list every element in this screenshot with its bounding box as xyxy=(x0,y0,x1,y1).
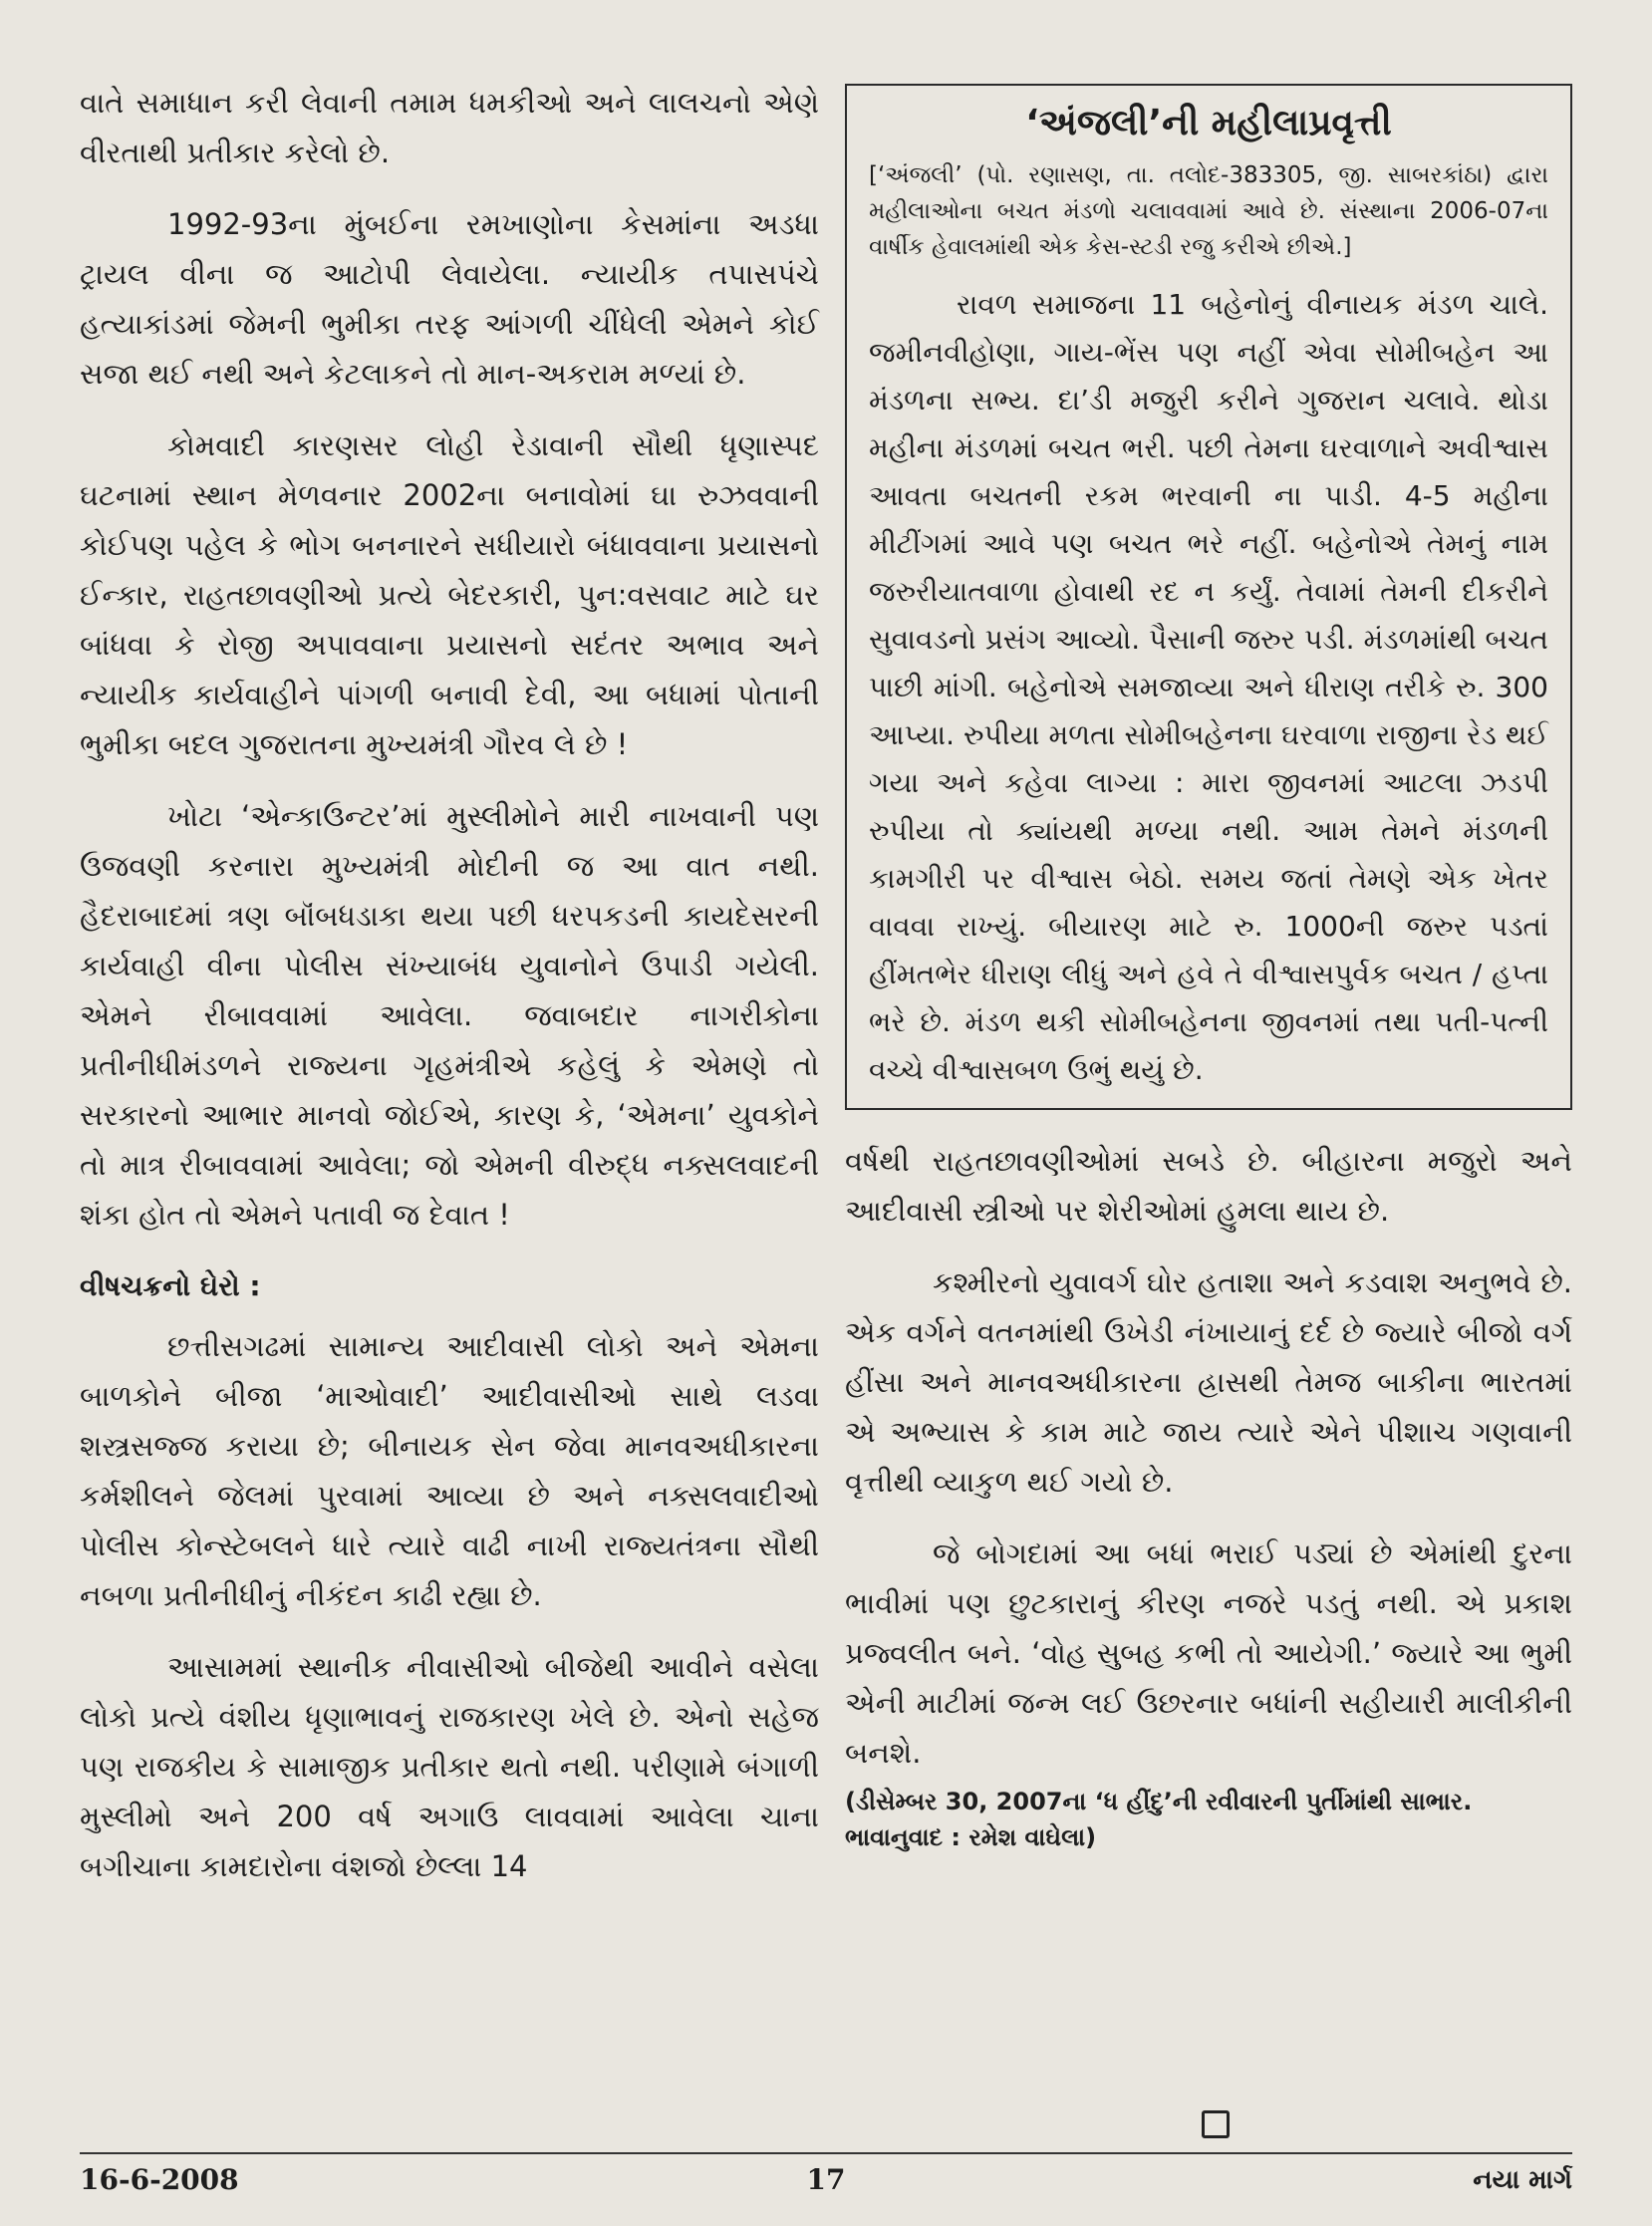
paragraph: જે બોગદામાં આ બધાં ભરાઈ પડ્યાં છે એમાંથી દુરના ભાવીમાં પણ છુટકારાનું કીરણ નજરે પડતું નથી. એ પ્રકાશ પ્રજ્વલીત બને. ‘વોહ સુબહ કભી તો આયેગી.’ જ્યારે આ ભુમી એની માટીમાં જન્મ લઈ ઉછરનાર બધાંની સહીયારી માલીકીની બનશે. xyxy=(845,1536,1572,1770)
box-intro: [‘અંજલી’ (પો. રણાસણ, તા. તલોદ-383305, જી. સાબરકાંઠા) દ્વારા મહીલાઓના બચત મંડળો ચલાવવામાં આવે છે. સંસ્થાના 2006-07ના વાર્ષીક હેવાલમાંથી એક કેસ-સ્ટડી રજુ કરીએ છીએ.] xyxy=(869,162,1548,260)
paragraph: વાતે સમાધાન કરી લેવાની તમામ ધમકીઓ અને લાલચનો એણે વીરતાથી પ્રતીકાર કરેલો છે. xyxy=(80,86,819,169)
paragraph: છત્તીસગઢમાં સામાન્ય આદીવાસી લોકો અને એમના બાળકોને બીજા ‘માઓવાદી’ આદીવાસીઓ સાથે લડવા શસ્ત્રસજ્જ કરાયા છે; બીનાયક સેન જેવા માનવઅધીકારના કર્મશીલને જેલમાં પુરવામાં આવ્યા છે અને નક્સલવાદીઓ પોલીસ કોન્સ્ટેબલને ધારે ત્યારે વાઢી નાખી રાજ્યતંત્રના સૌથી નબળા પ્રતીનીધીનું નીકંદન કાઢી રહ્યા છે. xyxy=(80,1329,819,1612)
paragraph: કશ્મીરનો યુવાવર્ગ ઘોર હતાશા અને કડવાશ અનુભવે છે. એક વર્ગને વતનમાંથી ઉખેડી નંખાયાનું દર્દ છે જ્યારે બીજો વર્ગ હીંસા અને માનવઅધીકારના હ્રાસથી તેમજ બાકીના ભારતમાં એ અભ્યાસ કે કામ માટે જાય ત્યારે એને પીશાચ ગણવાની વૃત્તીથી વ્યાકુળ થઈ ગયો છે. xyxy=(845,1265,1572,1499)
source-credit: (ડીસેમ્બર 30, 2007ના ‘ધ હીંદુ’ની રવીવારની પુર્તીમાંથી સાભાર. ભાવાનુવાદ : રમેશ વાઘેલા) xyxy=(845,1788,1473,1851)
section-heading: વીષચક્રનો ઘેરો : xyxy=(80,1269,261,1302)
end-square-icon xyxy=(1202,2110,1230,2138)
right-column xyxy=(845,84,1572,1855)
paragraph: આસામમાં સ્થાનીક નીવાસીઓ બીજેથી આવીને વસેલા લોકો પ્રત્યે વંશીય ધૃણાભાવનું રાજકારણ ખેલે છે. એનો સહેજ પણ રાજકીય કે સામાજીક પ્રતીકાર થતો નથી. પરીણામે બંગાળી મુસ્લીમો અને 200 વર્ષ અગાઉ લાવવામાં આવેલા ચાના બગીચાના કામદારોના વંશજો છેલ્લા 14 xyxy=(80,1650,819,1883)
box-title: ‘અંજલી’ની મહીલાપ્રવૃત્તી xyxy=(1025,103,1392,143)
magazine-name: નયા માર્ગ xyxy=(1473,2165,1572,2195)
box-body: રાવળ સમાજના 11 બહેનોનું વીનાયક મંડળ ચાલે. જમીનવીહોણા, ગાય-ભેંસ પણ નહીં એવા સોમીબહેન આ મંડળના સભ્ય. દા’ડી મજુરી કરીને ગુજરાન ચલાવે. થોડા મહીના મંડળમાં બચત ભરી. પછી તેમના ઘરવાળાને અવીશ્વાસ આવતા બચતની રકમ ભરવાની ના પાડી. 4-5 મહીના મીટીંગમાં આવે પણ બચત ભરે નહીં. બહેનોએ તેમનું નામ જરુરીયાતવાળા હોવાથી રદ ન કર્યું. તેવામાં તેમની દીકરીને સુવાવડનો પ્રસંગ આવ્યો. પૈસાની જરુર પડી. મંડળમાંથી બચત પાછી માંગી. બહેનોએ સમજાવ્યા અને ધીરાણ તરીકે રુ. 300 આપ્યા. રુપીયા મળતા સોમીબહેનના ઘરવાળા રાજીના રેડ થઈ ગયા અને કહેવા લાગ્યા : મારા જીવનમાં આટલા ઝડપી રુપીયા તો ક્યાંયથી મળ્યા નથી. આમ તેમને મંડળની કામગીરી પર વીશ્વાસ બેઠો. સમય જતાં તેમણે એક ખેતર વાવવા રાખ્યું. બીયારણ માટે રુ. 1000ની જરુર પડતાં હીંમતભેર ધીરાણ લીધું અને હવે તે વીશ્વાસપુર્વક બચત / હપ્તા ભરે છે. મંડળ થકી સોમીબહેનના જીવનમાં તથા પતી-પત્ની વચ્ચે વીશ્વાસબળ ઉભું થયું છે. xyxy=(869,288,1548,1086)
page-number: 17 xyxy=(806,2163,846,2196)
footer-date: 16-6-2008 xyxy=(80,2163,239,2196)
paragraph: વર્ષથી રાહતછાવણીઓમાં સબડે છે. બીહારના મજુરો અને આદીવાસી સ્ત્રીઓ પર શેરીઓમાં હુમલા થાય છે. xyxy=(845,1144,1572,1228)
paragraph: 1992-93ના મુંબઈના રમખાણોના કેસમાંના અડધા ટ્રાયલ વીના જ આટોપી લેવાયેલા. ન્યાયીક તપાસપંચે હત્યાકાંડમાં જેમની ભુમીકા તરફ આંગળી ચીંધેલી એમને કોઈ સજા થઈ નથી અને કેટલાકને તો માન-અકરામ મળ્યાં છે. xyxy=(80,207,819,391)
case-study-box xyxy=(845,84,1572,1110)
left-column xyxy=(80,78,819,1913)
footer-divider xyxy=(80,2152,1572,2154)
paragraph: કોમવાદી કારણસર લોહી રેડાવાની સૌથી ધૃણાસ્પદ ઘટનામાં સ્થાન મેળવનાર 2002ના બનાવોમાં ઘા રુઝવવાની કોઈપણ પહેલ કે ભોગ બનનારને સધીયારો બંધાવવાના પ્રયાસનો ઈન્કાર, રાહતછાવણીઓ પ્રત્યે બેદરકારી, પુન:વસવાટ માટે ઘર બાંધવા કે રોજી અપાવવાના પ્રયાસનો સદંતર અભાવ અને ન્યાયીક કાર્યવાહીને પાંગળી બનાવી દેવી, આ બધામાં પોતાની ભુમીકા બદલ ગુજરાતના મુખ્યમંત્રી ગૌરવ લે છે ! xyxy=(80,428,819,761)
paragraph: ખોટા ‘એન્કાઉન્ટર’માં મુસ્લીમોને મારી નાખવાની પણ ઉજવણી કરનારા મુખ્યમંત્રી મોદીની જ આ વાત નથી. હૈદરાબાદમાં ત્રણ બૉંબધડાકા થયા પછી ધરપકડની કાયદેસરની કાર્યવાહી વીના પોલીસ સંખ્યાબંધ યુવાનોને ઉપાડી ગયેલી. એમને રીબાવવામાં આવેલા. જવાબદાર નાગરીકોના પ્રતીનીધીમંડળને રાજ્યના ગૃહમંત્રીએ કહેલું કે એમણે તો સરકારનો આભાર માનવો જોઈએ, કારણ કે, ‘એમના’ યુવકોને તો માત્ર રીબાવવામાં આવેલા; જો એમની વીરુદ્ધ નક્સલવાદની શંકા હોત તો એમને પતાવી જ દેવાત ! xyxy=(80,799,819,1232)
